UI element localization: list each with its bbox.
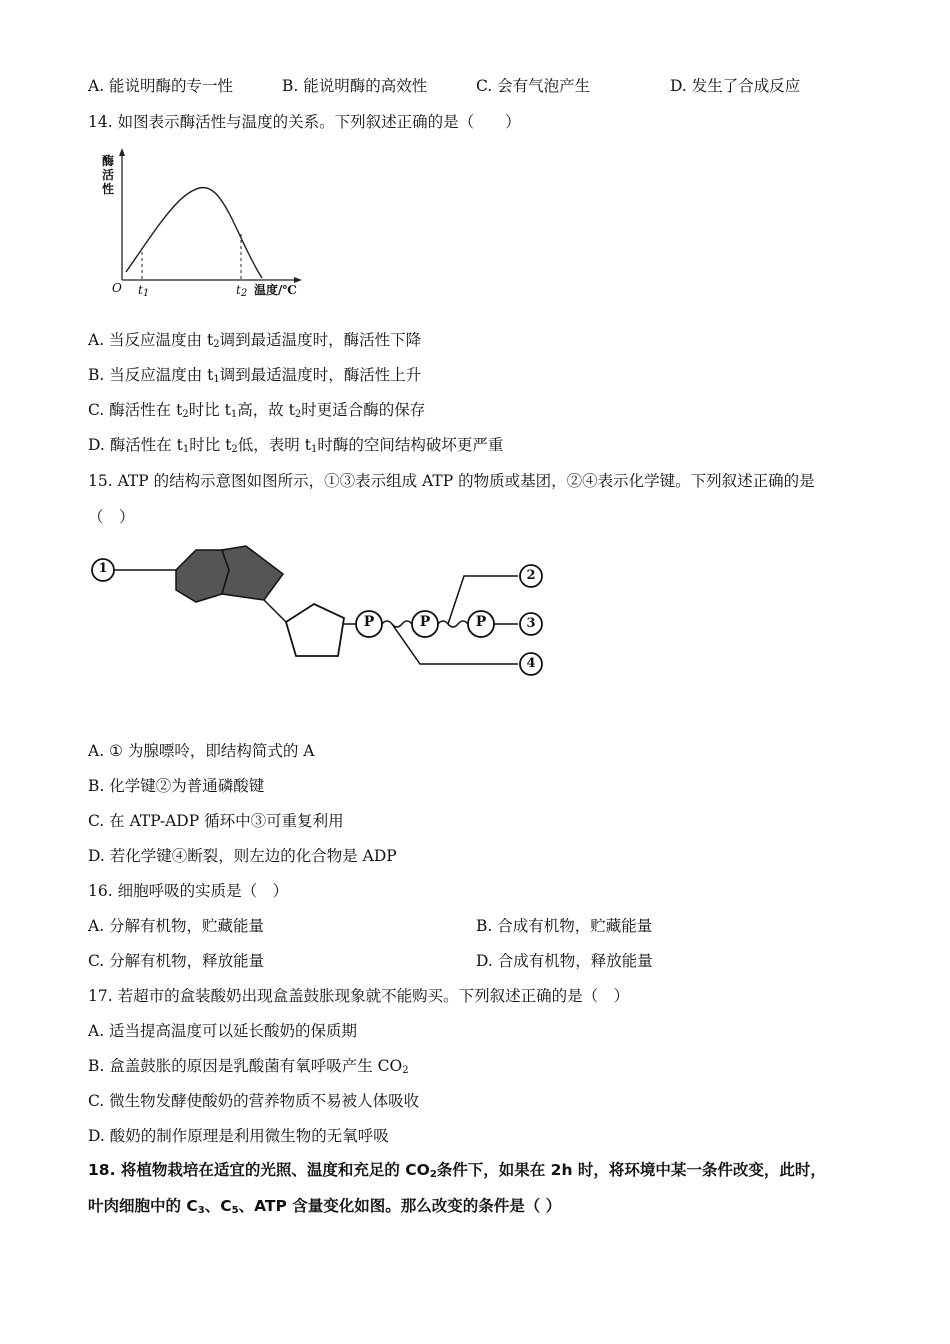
- q15-atp-structure-diagram: [86, 538, 556, 678]
- q14-stem: 14. 如图表示酶活性与温度的关系。下列叙述正确的是（ ）: [88, 113, 521, 131]
- phosphate-3-label: P: [475, 614, 487, 630]
- q15-option-d[interactable]: D. 若化学键④断裂，则左边的化合物是 ADP: [88, 847, 397, 865]
- q14-option-c[interactable]: C. 酶活性在 $t_2$时比 $t_1$高，故 $t_2$时更适合酶的保存: [88, 401, 426, 420]
- t2-label: $t_2$: [236, 283, 248, 299]
- q16-option-a[interactable]: A. 分解有机物，贮藏能量: [88, 917, 265, 935]
- q15-option-a[interactable]: A. ① 为腺嘌呤，即结构简式的 A: [88, 742, 315, 760]
- q16-option-c[interactable]: C. 分解有机物，释放能量: [88, 952, 265, 970]
- q17-option-d[interactable]: D. 酸奶的制作原理是利用微生物的无氧呼吸: [88, 1127, 389, 1145]
- phosphate-2-label: P: [419, 614, 431, 630]
- phosphate-1-label: P: [363, 614, 375, 630]
- y-axis-arrow: [119, 148, 125, 156]
- origin-label: O: [112, 281, 122, 295]
- q18-stem-line1: 18. 将植物栽培在适宜的光照、温度和充足的 $CO_2$条件下，如果在 2h 时，将环境中某一条件改变，此时，: [88, 1161, 826, 1180]
- y-axis-label: 酶活性: [102, 154, 115, 196]
- q13-option-b[interactable]: B. 能说明酶的高效性: [282, 77, 428, 95]
- q13-option-c[interactable]: C. 会有气泡产生: [476, 77, 591, 95]
- ribose-pentagon: [286, 604, 344, 656]
- q17-option-b[interactable]: B. 盒盖鼓胀的原因是乳酸菌有氧呼吸产生 $CO_2$: [88, 1057, 409, 1076]
- q16-stem: 16. 细胞呼吸的实质是（ ）: [88, 882, 289, 900]
- adenine-hexagon: [176, 550, 229, 602]
- q17-option-a[interactable]: A. 适当提高温度可以延长酸奶的保质期: [88, 1022, 358, 1040]
- high-energy-bond-2: [438, 621, 468, 627]
- glycosidic-bond: [264, 600, 286, 622]
- atp-svg: [86, 538, 556, 678]
- q18-stem-line2: 叶肉细胞中的 $C_3$、$C_5$、ATP 含量变化如图。那么改变的条件是（ ）: [88, 1197, 562, 1216]
- q14-option-a[interactable]: A. 当反应温度由 $t_2$调到最适温度时，酶活性下降: [88, 331, 422, 350]
- q15-stem-line2: （ ）: [88, 508, 135, 526]
- x-axis-label: 温度/℃: [254, 283, 297, 297]
- label2-text: 2: [526, 568, 536, 583]
- q15-option-c[interactable]: C. 在 ATP-ADP 循环中③可重复利用: [88, 812, 344, 830]
- q14-option-d[interactable]: D. 酶活性在 $t_1$时比 $t_2$低，表明 $t_1$时酶的空间结构破坏更严重: [88, 436, 504, 455]
- q14-enzyme-temperature-graph: [98, 148, 308, 303]
- q15-stem-line1: 15. ATP 的结构示意图如图所示，①③表示组成 ATP 的物质或基团，②④表示化学键。下列叙述正确的是: [88, 472, 815, 490]
- q17-stem: 17. 若超市的盒装酸奶出现盒盖鼓胀现象就不能购买。下列叙述正确的是（ ）: [88, 987, 630, 1005]
- t1-label: $t_1$: [138, 283, 150, 299]
- q14-option-b[interactable]: B. 当反应温度由 $t_1$调到最适温度时，酶活性上升: [88, 366, 422, 385]
- label1-text: 1: [98, 561, 108, 576]
- q17-option-c[interactable]: C. 微生物发酵使酸奶的营养物质不易被人体吸收: [88, 1092, 420, 1110]
- label4-text: 4: [526, 656, 536, 671]
- high-energy-bond-1: [382, 621, 412, 627]
- q16-option-d[interactable]: D. 合成有机物，释放能量: [476, 952, 653, 970]
- label3-text: 3: [526, 616, 536, 631]
- graph-svg: [98, 148, 308, 303]
- activity-curve: [126, 188, 262, 278]
- q13-option-d[interactable]: D. 发生了合成反应: [670, 77, 801, 95]
- q16-option-b[interactable]: B. 合成有机物，贮藏能量: [476, 917, 653, 935]
- q13-option-a[interactable]: A. 能说明酶的专一性: [88, 77, 234, 95]
- q15-option-b[interactable]: B. 化学键②为普通磷酸键: [88, 777, 265, 795]
- adenine-pentagon: [222, 546, 283, 600]
- label4-pointer: [392, 624, 518, 664]
